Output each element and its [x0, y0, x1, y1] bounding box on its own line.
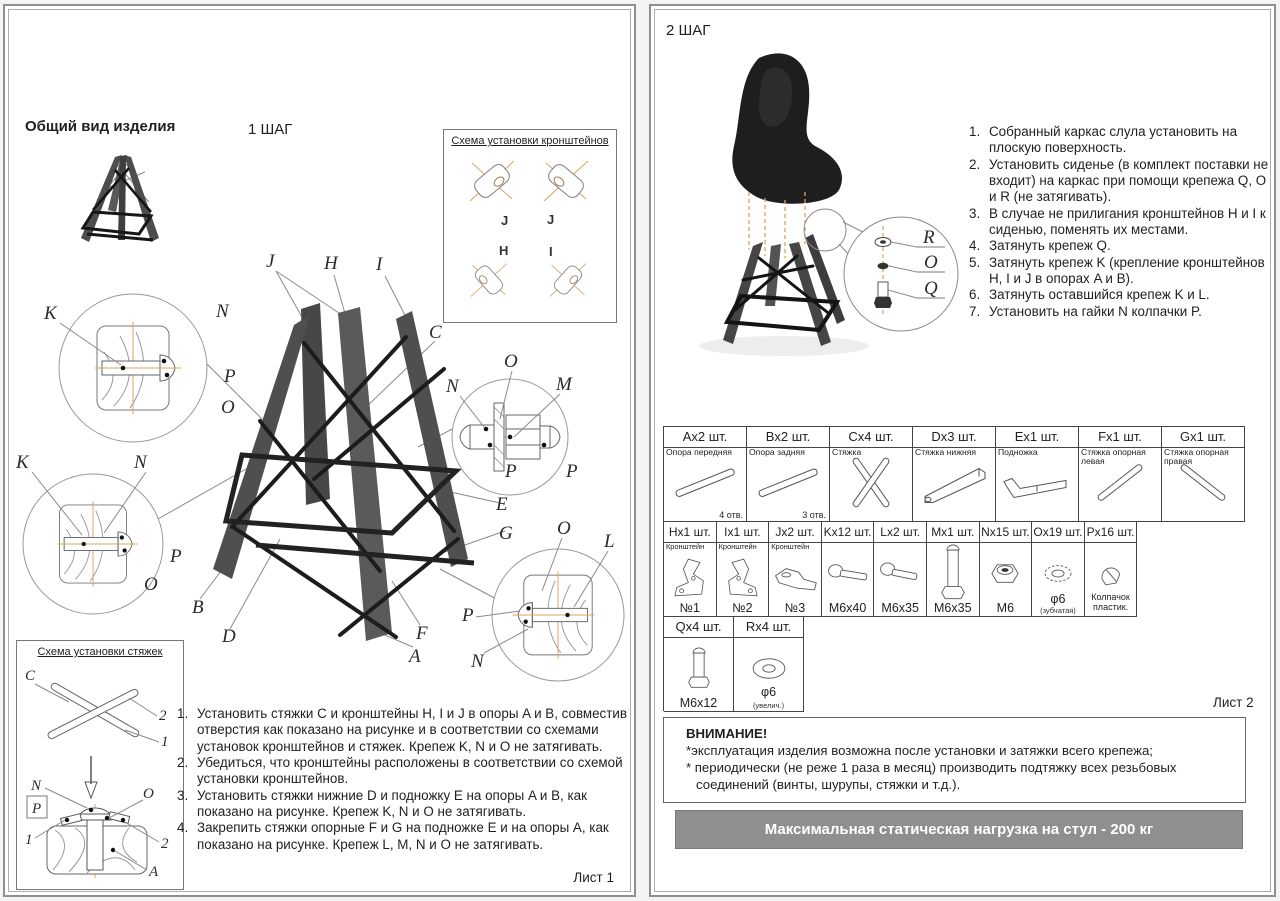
big-washer-icon [747, 654, 791, 689]
item-number: 4. [177, 820, 189, 836]
tie-label-a: A [149, 864, 159, 880]
item-text: Затянуть крепеж K (крепление кронштейнов H, I и J в опорах A и B). [989, 254, 1265, 287]
part-code: Dx3 шт. [913, 427, 996, 448]
warning-box [663, 717, 1246, 803]
rod-icon [752, 461, 824, 510]
part-cell: M6 [980, 542, 1033, 617]
step-1-instructions [177, 706, 635, 853]
callout-n1: N [216, 301, 229, 322]
callout-p1: P [224, 366, 236, 387]
bracket-icon [670, 555, 710, 606]
sheet-1-label: Лист 1 [573, 870, 614, 885]
item-text: Установить сиденье (в комплект поставки не входит) на каркас при помощи крепежа Q, O и R (не затягивать). [989, 156, 1269, 205]
warning-line: *эксплуатация изделия возможна после установки и затяжки всего крепежа; [686, 743, 1153, 759]
warning-line: соединений (винты, шурупы, стяжки и т.д.). [696, 777, 961, 793]
list-item [969, 287, 1269, 303]
warning-line: * периодически (не реже 1 раза в месяц) производить подтяжку всех резьбовых [686, 760, 1177, 776]
item-number: 2. [177, 755, 189, 771]
part-code: Qx4 шт. [664, 617, 734, 638]
item-number: 2. [969, 156, 981, 172]
footrest-icon [1000, 460, 1074, 511]
long-bolt-icon [940, 543, 966, 610]
sheet-1 [3, 4, 636, 897]
callout-o1: O [221, 397, 235, 418]
part-cell: Опора передняя 4 отв. [664, 447, 747, 522]
callout-o4: O [557, 518, 571, 539]
warning-title: ВНИМАНИЕ! [686, 726, 768, 741]
max-load-banner: Максимальная статическая нагрузка на стул - 200 кг [675, 810, 1243, 849]
tie-label-c: C [25, 668, 36, 684]
list-item [969, 304, 1269, 320]
part-cell: M6x35 [874, 542, 927, 617]
list-item [969, 238, 1269, 254]
part-cell: M6x40 [822, 542, 875, 617]
part-code: Gx1 шт. [1162, 427, 1245, 448]
tie-label-2a: 2 [159, 708, 167, 724]
part-code: Hx1 шт. [664, 522, 717, 543]
bracket-label-j1: J [501, 213, 509, 228]
part-cell: Кронштейн №2 [717, 542, 770, 617]
part-code: Bx2 шт. [747, 427, 830, 448]
callout-n4: N [471, 651, 484, 672]
list-item [177, 706, 635, 755]
callout-e: E [496, 494, 508, 515]
list-item [177, 820, 635, 853]
list-item [969, 157, 1269, 206]
item-text: Затянуть оставшийся крепеж K и L. [989, 287, 1210, 303]
step-2-chair-drawing [679, 44, 991, 364]
part-code: Kx12 шт. [822, 522, 875, 543]
step-1-assembly-drawing [8, 241, 630, 689]
part-code: Lx2 шт. [874, 522, 927, 543]
part-cell: Стяжка опорная правая [1162, 447, 1245, 522]
callout-m: M [556, 374, 572, 395]
part-cell: φ6 (зубчатая) [1032, 542, 1085, 617]
part-cell: Колпачок пластик. [1085, 542, 1138, 617]
part-cell: Кронштейн №1 [664, 542, 717, 617]
callout-n2: N [134, 452, 147, 473]
step-2-instructions [969, 124, 1269, 320]
part-code: Ox19 шт. [1032, 522, 1085, 543]
list-item [969, 255, 1269, 288]
item-number: 7. [969, 303, 981, 319]
callout-o2: O [144, 574, 158, 595]
rod-icon [669, 461, 741, 510]
bolt-icon [825, 559, 871, 594]
part-code: Ex1 шт. [996, 427, 1079, 448]
callout-d: D [222, 626, 236, 647]
tie-label-1b: 1 [25, 832, 33, 848]
callout-a: A [409, 646, 421, 667]
item-text: Собранный каркас слула установить на плоскую поверхность. [989, 124, 1238, 156]
rod-icon [1171, 460, 1235, 511]
callout-j: J [266, 251, 275, 272]
rod-icon [1088, 460, 1152, 511]
part-code: Rx4 шт. [734, 617, 804, 638]
bracket-flat-icon [772, 560, 818, 601]
callout-n3: N [446, 376, 459, 397]
bracket-icon [722, 555, 762, 606]
tie-scheme-box [16, 640, 184, 890]
callout-p5: P [462, 605, 474, 626]
part-cell: Стяжка нижняя [913, 447, 996, 522]
tie-scheme-drawing [17, 658, 181, 880]
callout-c: C [429, 322, 442, 343]
part-code: Ix1 шт. [717, 522, 770, 543]
item-text: Установить на гайки N колпачки P. [989, 303, 1202, 319]
bracket-scheme-title: Схема установки кронштейнов [451, 135, 609, 147]
crossed-rods-icon [841, 454, 901, 517]
list-item [177, 755, 635, 788]
parts-table-row3 [663, 616, 804, 711]
callout-q: Q [924, 278, 938, 299]
part-code: Jx2 шт. [769, 522, 822, 543]
item-text: Закрепить стяжки опорные F и G на подножке E и на опоры A, как показано на рисунке. Крепеж L, M, N и O не затягивать. [197, 820, 609, 852]
angle-rod-icon [917, 459, 991, 512]
callout-g: G [499, 523, 513, 544]
part-code: Fx1 шт. [1079, 427, 1162, 448]
overview-title: Общий вид изделия [25, 118, 176, 135]
part-cell: Стяжка [830, 447, 913, 522]
item-number: 6. [969, 287, 981, 303]
parts-table-row1 [663, 426, 1245, 521]
tie-label-o: O [143, 786, 154, 802]
sheet-2 [649, 4, 1276, 897]
tie-label-p: P [32, 801, 42, 817]
cap-icon [1095, 561, 1127, 592]
tie-label-2b: 2 [161, 836, 169, 852]
callout-p4: P [566, 461, 578, 482]
list-item [177, 788, 635, 821]
sheet-2-label: Лист 2 [1213, 695, 1254, 710]
part-cell: Подножка [996, 447, 1079, 522]
item-text: В случае не прилигания кронштейнов H и I к сиденью, поменять их местами. [989, 205, 1266, 238]
callout-k2: K [16, 452, 29, 473]
part-cell: Стяжка опорная левая [1079, 447, 1162, 522]
part-code: Px16 шт. [1085, 522, 1138, 543]
callout-b: B [192, 597, 204, 618]
item-number: 3. [177, 787, 189, 803]
item-text: Установить стяжки нижние D и подножку E на опоры A и B, как показано на рисунке. Крепеж K, N и O не затягивать. [197, 787, 587, 820]
screw-icon [687, 646, 711, 697]
part-code: Ax2 шт. [664, 427, 747, 448]
item-text: Установить стяжки C и кронштейны H, I и J в опоры A и B, совместив отверстия как показано на рисунке и в соответствии со схемами установок кронштейнов и стяжек. Крепеж K, N и O не затягивать. [197, 706, 627, 754]
item-text: Затянуть крепеж Q. [989, 238, 1111, 254]
part-cell: φ6 (увелич.) [734, 637, 804, 712]
callout-p3: P [505, 461, 517, 482]
callout-r: R [923, 227, 935, 248]
part-cell: M6x12 [664, 637, 734, 712]
callout-k1: K [44, 303, 57, 324]
callout-o: O [924, 252, 938, 273]
part-code: Cx4 шт. [830, 427, 913, 448]
item-text: Убедиться, что кронштейны расположены в соответствии со схемой установки кронштейнов. [197, 755, 623, 787]
bolt-icon [877, 559, 923, 594]
item-number: 5. [969, 254, 981, 270]
part-cell: M6x35 [927, 542, 980, 617]
item-number: 4. [969, 238, 981, 254]
part-cell: Опора задняя 3 отв. [747, 447, 830, 522]
tie-label-1a: 1 [161, 734, 169, 750]
parts-table-row2 [663, 521, 1137, 616]
part-code: Nx15 шт. [980, 522, 1033, 543]
callout-p2: P [170, 546, 182, 567]
item-number: 1. [969, 124, 981, 139]
tie-scheme-title: Схема установки стяжек [37, 646, 163, 658]
item-number: 3. [969, 205, 981, 221]
part-cell: Кронштейн №3 [769, 542, 822, 617]
item-number: 1. [177, 706, 189, 721]
tie-label-n: N [31, 778, 42, 794]
callout-o3: O [504, 351, 518, 372]
list-item [969, 206, 1269, 239]
step-1-title: 1 ШАГ [248, 121, 293, 138]
bracket-label-j2: J [547, 212, 555, 227]
nut-icon [988, 560, 1022, 593]
bracket-label-i: I [549, 244, 553, 259]
callout-f: F [416, 623, 428, 644]
list-item [969, 124, 1269, 157]
callout-l: L [604, 531, 615, 552]
step-2-title: 2 ШАГ [666, 22, 711, 39]
washer-icon [1039, 561, 1077, 592]
callout-h: H [324, 253, 338, 274]
part-code: Mx1 шт. [927, 522, 980, 543]
callout-i: I [376, 254, 383, 275]
bracket-label-h: H [499, 243, 509, 258]
